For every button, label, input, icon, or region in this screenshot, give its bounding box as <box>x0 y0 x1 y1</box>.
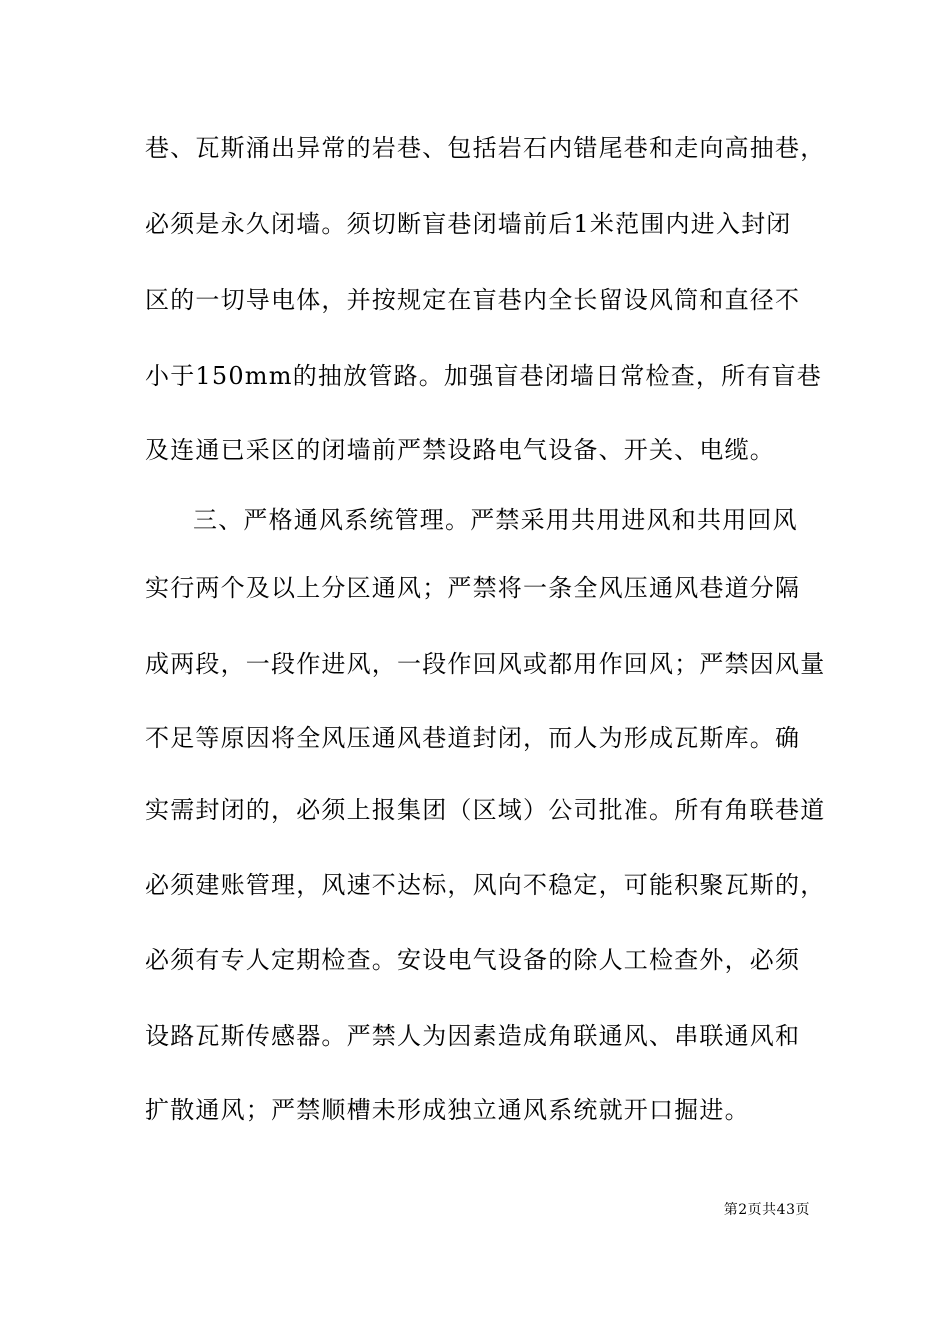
text-line: 设路瓦斯传感器。严禁人为因素造成角联通风、串联通风和 <box>145 1022 801 1050</box>
text-line: 小于150mm的抽放管路。加强盲巷闭墙日常检查，所有盲巷 <box>145 362 822 390</box>
text-line: 巷、瓦斯涌出异常的岩巷、包括岩石内错尾巷和走向高抽巷， <box>145 134 826 162</box>
text-line: 不足等原因将全风压通风巷道封闭，而人为形成瓦斯库。确 <box>145 724 801 752</box>
text-line: 必须有专人定期检查。安设电气设备的除人工检查外，必须 <box>145 946 801 974</box>
text-line: 扩散通风；严禁顺槽未形成独立通风系统就开口掘进。 <box>145 1096 750 1124</box>
text-line: 实行两个及以上分区通风；严禁将一条全风压通风巷道分隔 <box>145 574 801 602</box>
text-line: 必须是永久闭墙。须切断盲巷闭墙前后1米范围内进入封闭 <box>145 210 792 238</box>
text-line: 区的一切导电体，并按规定在盲巷内全长留设风筒和直径不 <box>145 286 801 314</box>
text-line: 成两段，一段作进风，一段作回风或都用作回风；严禁因风量 <box>145 650 826 678</box>
page-number-footer: 第2页共43页 <box>723 1202 810 1218</box>
text-line: 及连通已采区的闭墙前严禁设路电气设备、开关、电缆。 <box>145 436 775 464</box>
paragraph-first-line: 三、严格通风系统管理。严禁采用共用进风和共用回风 <box>193 506 798 534</box>
text-line: 实需封闭的，必须上报集团（区域）公司批准。所有角联巷道 <box>145 796 826 824</box>
text-line: 必须建账管理，风速不达标，风向不稳定，可能积聚瓦斯的， <box>145 871 826 899</box>
